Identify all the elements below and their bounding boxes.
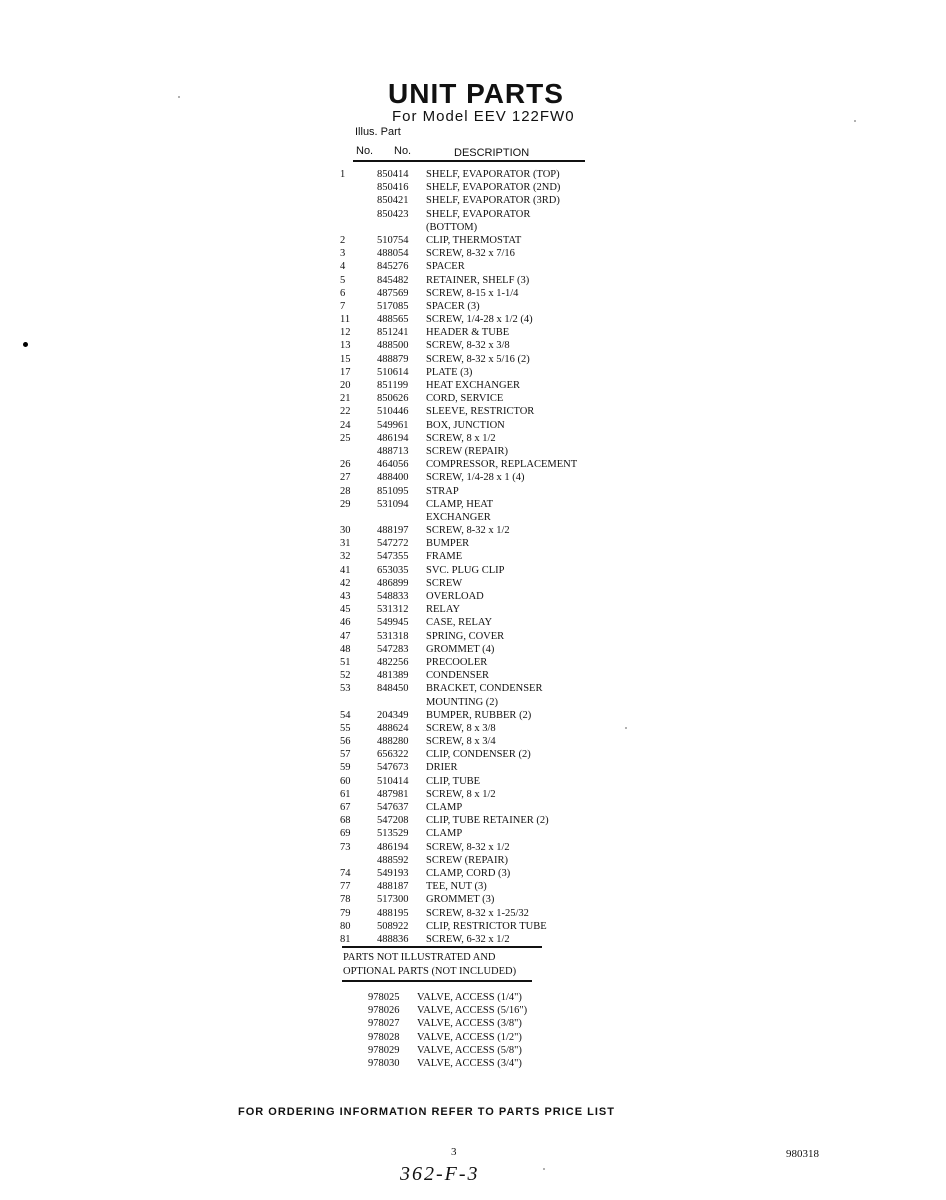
illus-number: 78 [340,894,351,906]
part-row [340,458,600,471]
illus-number: 12 [340,327,351,339]
part-description: CLIP, THERMOSTAT [426,234,522,246]
part-number: 531094 [377,498,409,510]
illus-number: 6 [340,287,346,299]
illus-number: 67 [340,802,351,813]
header-rule [353,160,585,162]
part-description: SCREW, 8 x 1/2 [426,788,496,800]
illus-number: 54 [340,709,351,721]
part-number: 850414 [377,169,409,180]
illus-number: 26 [340,459,351,471]
part-description: BUMPER, RUBBER (2) [426,709,532,721]
part-row [340,880,600,893]
part-number: 517085 [377,300,409,312]
part-number: 978026 [368,1005,400,1017]
part-description: PRECOOLER [426,656,488,668]
part-row [340,907,600,920]
part-number: 531312 [377,604,409,616]
part-description: EXCHANGER [426,511,491,523]
part-row [340,366,600,379]
part-description: VALVE, ACCESS (1/4") [417,992,522,1003]
illus-number: 31 [340,538,351,550]
part-number: 488400 [377,472,409,484]
part-description: VALVE, ACCESS (3/4") [417,1057,522,1069]
part-description: SCREW [426,577,463,589]
part-row [340,788,600,801]
illus-number: 5 [340,274,346,286]
illus-number: 32 [340,551,351,563]
part-description: SHELF, EVAPORATOR [426,208,531,220]
part-description: CLIP, RESTRICTOR TUBE [426,920,547,932]
part-description: SHELF, EVAPORATOR (TOP) [426,169,560,180]
part-description: GROMMET (3) [426,894,495,906]
part-row [340,208,600,221]
part-description: SLEEVE, RESTRICTOR [426,406,535,418]
part-description: SCREW, 8-32 x 5/16 (2) [426,353,530,365]
illus-number: 79 [340,907,351,919]
part-description: SCREW, 8 x 3/4 [426,736,496,748]
part-description: BUMPER [426,538,470,550]
illus-number: 77 [340,881,351,893]
part-row [340,801,600,814]
illus-number: 30 [340,525,351,537]
part-number: 510446 [377,406,409,418]
part-description: VALVE, ACCESS (1/2") [417,1031,522,1043]
part-row [340,485,600,498]
part-row [340,630,600,643]
part-number: 850423 [377,208,409,220]
illus-number: 13 [340,340,351,352]
page-number: 3 [451,1146,457,1158]
part-description: SCREW, 1/4-28 x 1/2 (4) [426,314,533,326]
part-number: 845276 [377,261,409,273]
part-description: FRAME [426,551,463,563]
part-row [340,748,600,761]
illus-number: 1 [340,169,346,180]
part-number: 850416 [377,182,409,194]
part-row [340,735,600,748]
illus-number: 22 [340,406,351,418]
part-description: RELAY [426,604,461,616]
part-number: 851199 [377,380,409,391]
part-row [368,1044,588,1057]
illus-number: 17 [340,366,351,378]
part-number: 510754 [377,234,409,246]
part-row [368,1017,588,1030]
part-description: SCREW, 8-32 x 3/8 [426,340,510,352]
part-number: 488197 [377,525,409,537]
part-description: SCREW, 8 x 1/2 [426,432,496,444]
part-row [340,445,600,458]
part-row [368,1057,588,1070]
part-description: SCREW, 8-15 x 1-1/4 [426,287,519,299]
part-number: 517300 [377,894,409,906]
part-number: 850626 [377,393,409,405]
part-description: CLIP, TUBE [426,775,481,787]
part-row [340,353,600,366]
part-number: 978028 [368,1031,400,1043]
part-row [340,603,600,616]
note-line: PARTS NOT ILLUSTRATED AND [343,952,496,963]
illus-number: 15 [340,353,351,365]
part-description: SCREW, 8-32 x 7/16 [426,248,515,260]
part-number: 513529 [377,828,409,840]
part-number: 548833 [377,591,409,602]
part-row [340,511,600,524]
handwritten-note: 362-F-3 [400,1163,480,1185]
part-number: 488836 [377,933,409,945]
illus-number: 20 [340,380,351,391]
part-number: 978030 [368,1057,400,1069]
part-row [368,991,588,1004]
part-number: 488879 [377,353,409,365]
column-header-part-no: No. [394,145,412,157]
part-row [340,300,600,313]
part-number: 549193 [377,867,409,879]
part-description: (BOTTOM) [426,221,478,233]
illus-number: 68 [340,815,351,827]
part-row [340,287,600,300]
part-row [340,234,600,247]
part-row [340,577,600,590]
part-number: 851095 [377,485,409,497]
part-row [340,537,600,550]
part-number: 850421 [377,195,409,207]
part-description: HEADER & TUBE [426,327,510,339]
part-number: 653035 [377,564,409,576]
part-description: SVC. PLUG CLIP [426,564,505,576]
part-description: SCREW, 6-32 x 1/2 [426,933,510,945]
illus-number: 2 [340,234,346,246]
part-number: 488713 [377,445,409,457]
illus-number: 27 [340,472,351,484]
part-description: SPRING, COVER [426,630,505,642]
part-row [340,313,600,326]
model-subtitle: For Model EEV 122FW0 [392,108,575,125]
part-description: CORD, SERVICE [426,393,504,405]
part-number: 487981 [377,788,409,800]
scan-speck [854,120,856,122]
part-row [340,260,600,273]
part-number: 848450 [377,683,409,695]
part-description: SHELF, EVAPORATOR (3RD) [426,195,560,207]
part-row [340,379,600,392]
part-row [340,432,600,445]
part-row [340,194,600,207]
part-description: VALVE, ACCESS (5/8") [417,1044,522,1056]
part-number: 508922 [377,920,409,932]
scan-speck [625,727,627,729]
illus-number: 57 [340,749,351,761]
illus-number: 56 [340,736,351,748]
part-description: PLATE (3) [426,366,473,378]
part-row [340,656,600,669]
part-number: 481389 [377,670,409,682]
illus-number: 11 [340,314,351,326]
illus-number: 80 [340,920,351,932]
part-row [340,168,600,181]
part-number: 978025 [368,992,400,1003]
part-row [340,471,600,484]
part-number: 488592 [377,854,409,866]
part-row [340,682,600,695]
part-number: 487569 [377,287,409,299]
illus-number: 3 [340,248,346,260]
part-description: HEAT EXCHANGER [426,380,521,391]
part-description: SCREW, 8 x 3/8 [426,722,496,734]
scan-speck [178,96,180,98]
part-number: 531318 [377,630,409,642]
illus-number: 52 [340,670,351,682]
part-row [340,339,600,352]
illus-number: 60 [340,775,351,787]
optional-parts-list [368,991,588,1070]
part-row [340,827,600,840]
part-number: 488195 [377,907,409,919]
part-number: 510614 [377,366,409,378]
part-row [368,1004,588,1017]
illus-number: 69 [340,828,351,840]
part-number: 486194 [377,841,409,853]
part-number: 547355 [377,551,409,563]
part-number: 488500 [377,340,409,352]
part-description: SCREW, 8-32 x 1/2 [426,841,510,853]
part-number: 851241 [377,327,409,339]
part-row [340,616,600,629]
part-row [340,933,600,946]
part-row [340,920,600,933]
illus-number: 25 [340,432,351,444]
part-number: 488187 [377,881,409,893]
illus-number: 43 [340,591,351,602]
illus-number: 24 [340,419,351,431]
part-description: COMPRESSOR, REPLACEMENT [426,459,578,471]
part-row [340,405,600,418]
document-code: 980318 [786,1148,819,1160]
part-number: 482256 [377,656,409,668]
part-number: 547208 [377,815,409,827]
part-description: CLAMP, HEAT [426,498,494,510]
part-row [340,221,600,234]
illus-number: 47 [340,630,351,642]
illus-number: 59 [340,762,351,774]
part-description: SCREW, 8-32 x 1-25/32 [426,907,529,919]
part-number: 488280 [377,736,409,748]
part-description: CLIP, CONDENSER (2) [426,749,531,761]
part-number: 486194 [377,432,409,444]
part-description: CASE, RELAY [426,617,493,629]
ordering-info-footer: FOR ORDERING INFORMATION REFER TO PARTS PRICE LIST [238,1106,615,1118]
section-rule [342,946,542,948]
illus-number: 48 [340,643,351,655]
illus-number: 81 [340,933,351,945]
part-description: RETAINER, SHELF (3) [426,274,530,286]
part-row [340,326,600,339]
part-row [340,550,600,563]
part-description: SPACER (3) [426,300,480,312]
page-title: UNIT PARTS [388,78,564,109]
illus-number: 61 [340,788,351,800]
column-header-illus-no: No. [356,145,374,157]
illus-number: 45 [340,604,351,616]
column-header-description: DESCRIPTION [454,147,530,159]
part-number: 204349 [377,709,409,721]
not-illustrated-note [343,951,516,978]
part-description: SCREW, 8-32 x 1/2 [426,525,510,537]
part-number: 510414 [377,775,409,787]
part-row [340,709,600,722]
scan-hole-mark [23,342,28,347]
part-row [340,814,600,827]
part-row [340,669,600,682]
illus-number: 73 [340,841,351,853]
part-row [340,867,600,880]
part-number: 488624 [377,722,409,734]
illus-number: 28 [340,485,351,497]
part-row [340,722,600,735]
part-number: 549961 [377,419,409,431]
part-description: SCREW, 1/4-28 x 1 (4) [426,472,525,484]
part-number: 549945 [377,617,409,629]
part-description: DRIER [426,762,458,774]
part-description: SPACER [426,261,465,273]
illus-number: 42 [340,577,351,589]
part-row [340,419,600,432]
part-number: 547272 [377,538,409,550]
part-description: CLAMP [426,828,463,840]
part-number: 978029 [368,1044,400,1056]
part-row [340,590,600,603]
illus-number: 4 [340,261,346,273]
part-row [340,392,600,405]
part-row [340,643,600,656]
part-description: GROMMET (4) [426,643,495,655]
part-description: SCREW (REPAIR) [426,445,508,457]
part-row [340,893,600,906]
illus-number: 29 [340,498,351,510]
part-description: CLAMP [426,802,463,813]
part-description: STRAP [426,485,459,497]
part-number: 547637 [377,802,409,813]
part-row [340,274,600,287]
part-number: 464056 [377,459,409,471]
illus-number: 41 [340,564,351,576]
scan-speck [543,1168,545,1170]
illus-number: 74 [340,867,351,879]
part-description: CLIP, TUBE RETAINER (2) [426,815,549,827]
part-row [340,841,600,854]
illus-number: 55 [340,722,351,734]
part-description: TEE, NUT (3) [426,881,487,893]
illus-number: 53 [340,683,351,695]
part-number: 845482 [377,274,409,286]
part-description: MOUNTING (2) [426,696,499,708]
part-row [340,524,600,537]
part-row [340,247,600,260]
part-description: VALVE, ACCESS (5/16") [417,1005,528,1017]
part-description: SHELF, EVAPORATOR (2ND) [426,182,561,194]
note-underline [342,980,532,982]
part-description: BOX, JUNCTION [426,419,505,431]
part-number: 547283 [377,643,409,655]
illus-number: 7 [340,300,346,312]
part-number: 488054 [377,248,409,260]
part-description: CONDENSER [426,670,490,682]
part-number: 488565 [377,314,409,326]
column-header-illus-part: Illus. Part [355,126,401,138]
illus-number: 21 [340,393,351,405]
part-row [340,775,600,788]
part-row [340,761,600,774]
part-description: VALVE, ACCESS (3/8") [417,1018,522,1030]
illus-number: 51 [340,656,351,668]
part-description: SCREW (REPAIR) [426,854,508,866]
parts-list [340,168,600,946]
illus-number: 46 [340,617,351,629]
part-number: 486899 [377,577,409,589]
part-description: OVERLOAD [426,591,484,602]
part-description: CLAMP, CORD (3) [426,867,511,879]
part-number: 656322 [377,749,409,761]
note-line: OPTIONAL PARTS (NOT INCLUDED) [343,965,517,977]
part-row [340,564,600,577]
part-number: 978027 [368,1018,400,1030]
part-row [340,696,600,709]
part-number: 547673 [377,762,409,774]
part-row [340,181,600,194]
part-row [340,498,600,511]
part-row [340,854,600,867]
part-row [368,1031,588,1044]
part-description: BRACKET, CONDENSER [426,683,543,695]
